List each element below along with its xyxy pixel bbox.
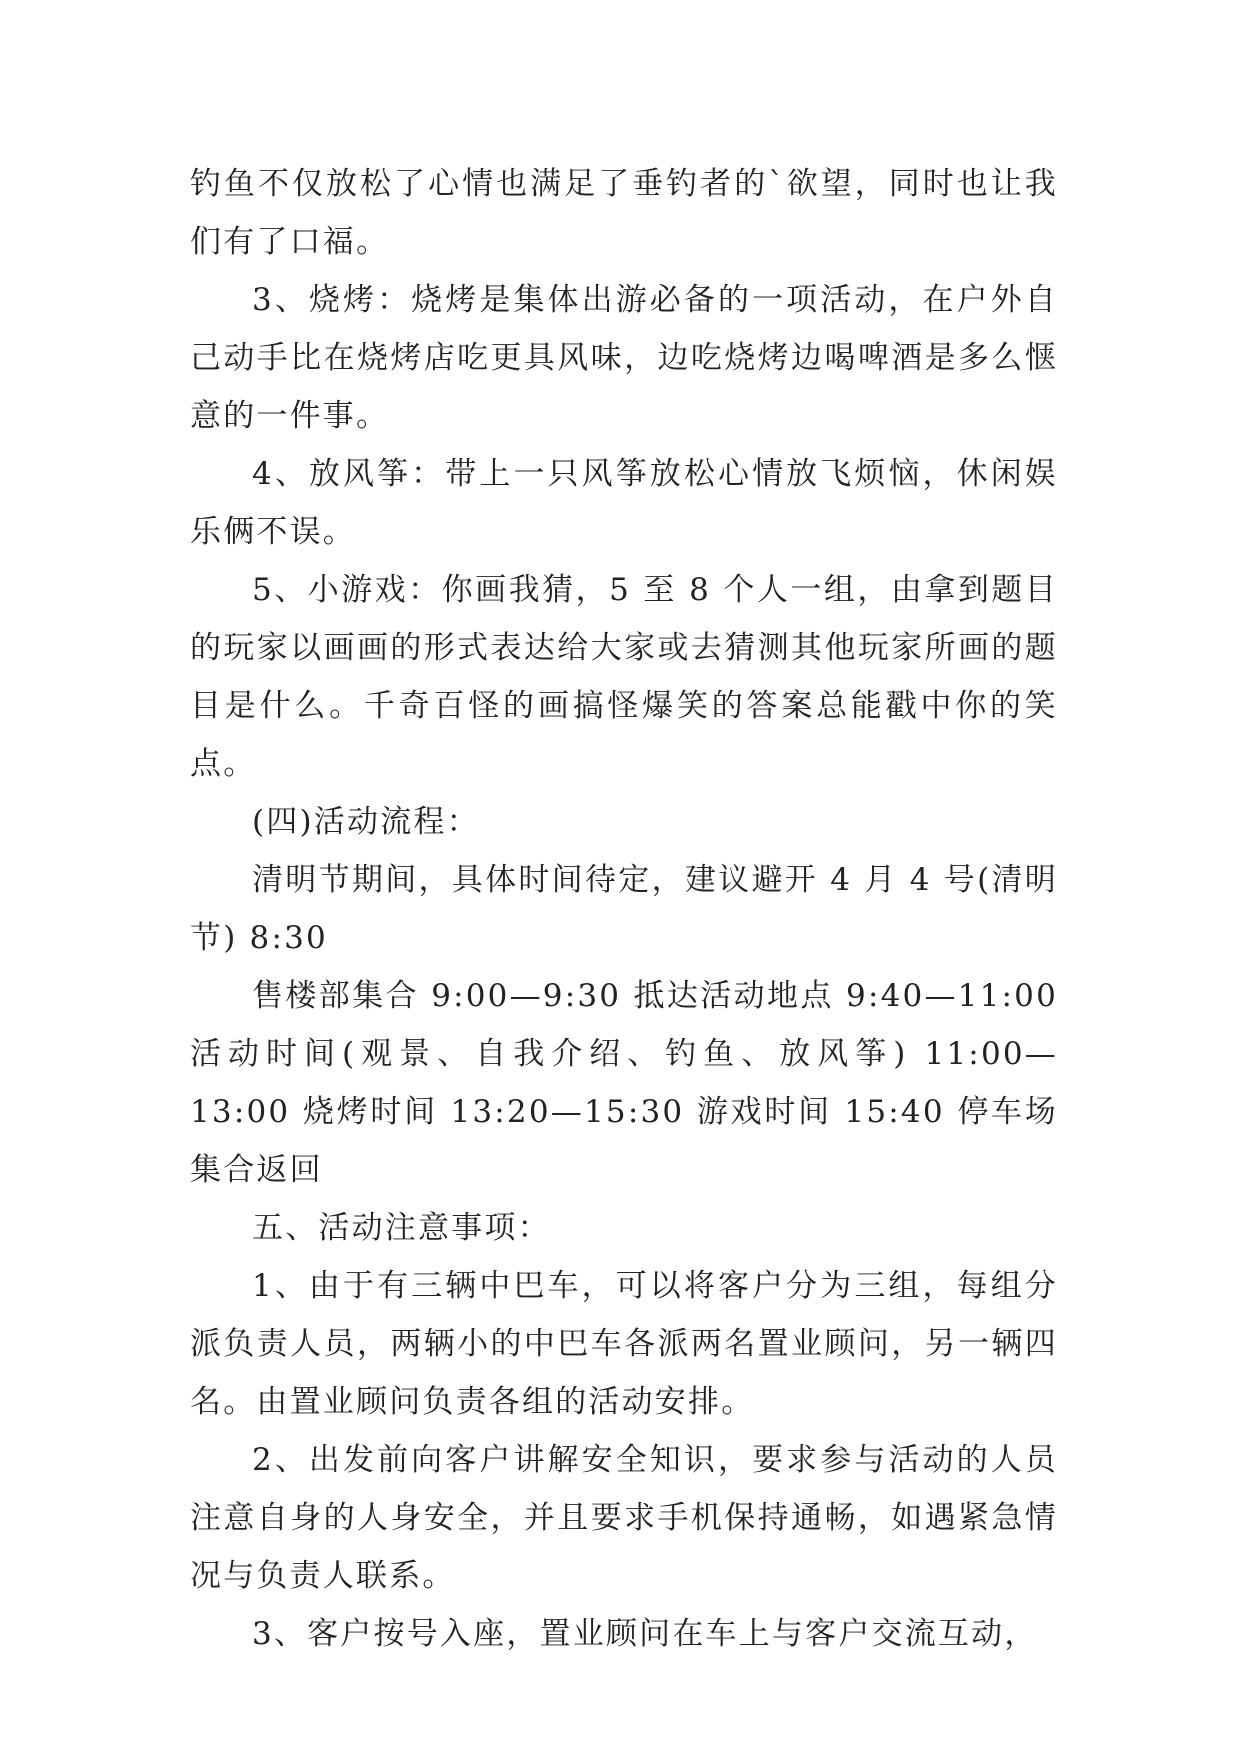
paragraph-mini-game: 5、小游戏：你画我猜，5 至 8 个人一组，由拿到题目的玩家以画画的形式表达给大家或去猜测其他玩家所画的题目是什么。千奇百怪的画搞怪爆笑的答案总能戳中你的笑点。: [190, 572, 1058, 782]
paragraph-note-1: 1、由于有三辆中巴车，可以将客户分为三组，每组分派负责人员，两辆小的中巴车各派两名置业顾问，另一辆四名。由置业顾问负责各组的活动安排。: [190, 1268, 1058, 1420]
paragraph-note-3: 3、客户按号入座，置业顾问在车上与客户交流互动，: [252, 1616, 1038, 1652]
paragraph-kite: 4、放风筝：带上一只风筝放松心情放飞烦恼，休闲娱乐俩不误。: [190, 456, 1058, 550]
paragraph-fishing-continued: 钓鱼不仅放松了心情也满足了垂钓者的`欲望，同时也让我们有了口福。: [190, 166, 1058, 260]
paragraph-schedule-date: 清明节期间，具体时间待定，建议避开 4 月 4 号(清明节) 8:30: [190, 862, 1058, 956]
document-body: [190, 155, 1058, 1663]
section-heading-notes: 五、活动注意事项：: [252, 1210, 551, 1246]
paragraph-schedule-times: 售楼部集合 9:00—9:30 抵达活动地点 9:40—11:00 活动时间(观景、自我介绍、钓鱼、放风筝) 11:00—13:00 烧烤时间 13:20—15:30 游戏时间 15:40 停车场集合返回: [190, 978, 1058, 1188]
section-heading-activity-process: (四)活动流程：: [252, 804, 480, 840]
paragraph-note-2: 2、出发前向客户讲解安全知识，要求参与活动的人员注意自身的人身安全，并且要求手机保持通畅，如遇紧急情况与负责人联系。: [190, 1442, 1058, 1594]
paragraph-barbecue: 3、烧烤：烧烤是集体出游必备的一项活动，在户外自己动手比在烧烤店吃更具风味，边吃烧烤边喝啤酒是多么惬意的一件事。: [190, 282, 1058, 434]
